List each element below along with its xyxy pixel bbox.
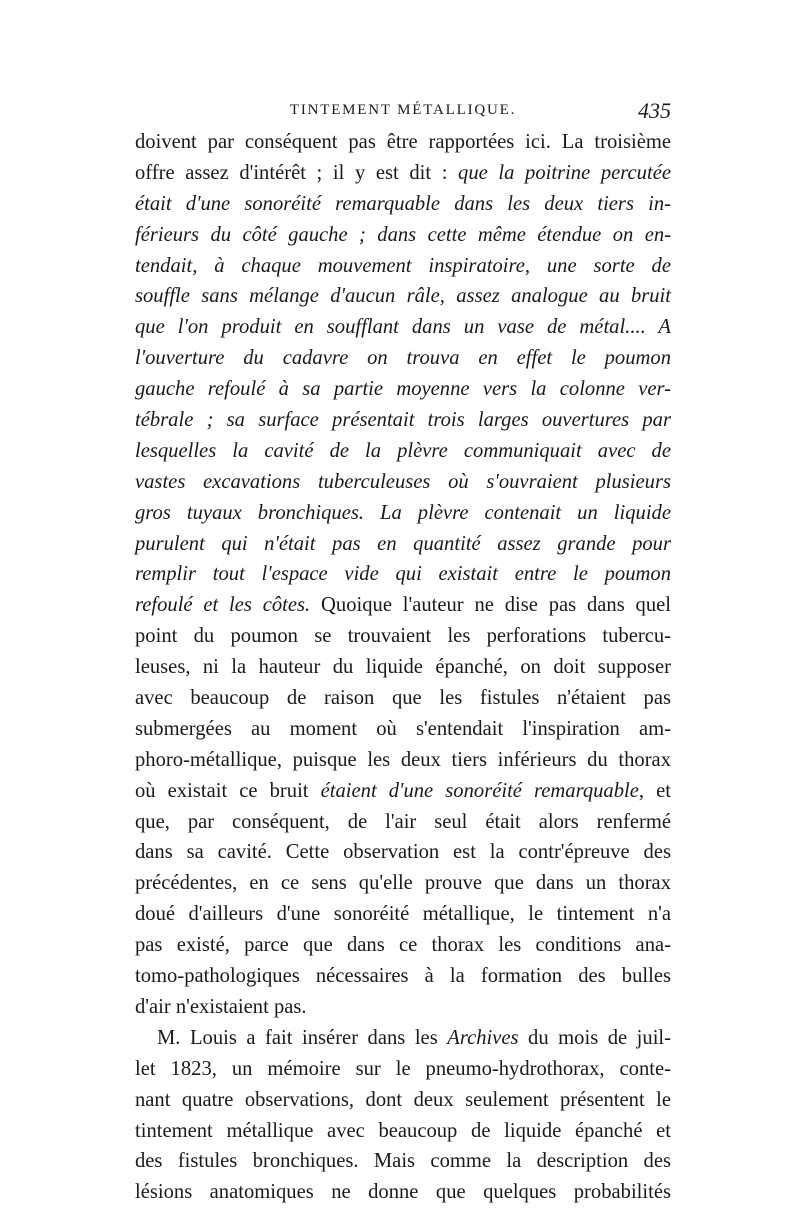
text-line: souffle sans mélange d'aucun râle, assez analogue au bruit — [135, 285, 671, 308]
text-line: let 1823, un mémoire sur le pneumo-hydrothorax, conte- — [135, 1057, 671, 1080]
text-line: vastes excavations tuberculeuses où s'ouvraient plusieurs — [135, 470, 671, 493]
text-line: doivent par conséquent pas être rapportées ici. La troisième — [135, 131, 671, 153]
text-line: dans sa cavité. Cette observation est la contr'épreuve des — [135, 841, 671, 864]
text-line: l'ouverture du cadavre on trouva en effet le poumon — [135, 347, 671, 370]
page-number: 435 — [638, 98, 671, 123]
body-text — [135, 127, 671, 1208]
text-line: purulent qui n'était pas en quantité assez grande pour — [135, 532, 671, 555]
text-line: leuses, ni la hauteur du liquide épanché, on doit supposer — [135, 656, 671, 679]
text-line: nant quatre observations, dont deux seulement présentent le — [135, 1088, 671, 1111]
text-line: refoulé et les côtes. Quoique l'auteur ne dise pas dans quel — [135, 594, 671, 617]
text-line: était d'une sonoréité remarquable dans les deux tiers in- — [135, 192, 671, 215]
text-line: avec beaucoup de raison que les fistules n'étaient pas — [135, 687, 671, 710]
text-line: M. Louis a fait insérer dans les Archives du mois de juil- — [157, 1026, 671, 1049]
text-line: gauche refoulé à sa partie moyenne vers la colonne ver- — [135, 378, 671, 401]
text-line: offre assez d'intérêt ; il y est dit : que la poitrine percutée — [135, 161, 671, 184]
text-line: pas existé, parce que dans ce thorax les conditions ana- — [135, 934, 671, 957]
text-line: d'air n'existaient pas. — [135, 995, 307, 1018]
text-line: des fistules bronchiques. Mais comme la description des — [135, 1150, 671, 1173]
text-line: gros tuyaux bronchiques. La plèvre contenait un liquide — [135, 501, 671, 524]
text-line: submergées au moment où s'entendait l'inspiration am- — [135, 717, 671, 740]
page-header — [135, 98, 671, 128]
text-line: où existait ce bruit étaient d'une sonoréité remarquable, et — [135, 779, 671, 802]
text-line: tébrale ; sa surface présentait trois larges ouvertures par — [135, 409, 671, 432]
running-title: TINTEMENT MÉTALLIQUE. — [289, 102, 517, 118]
text-line: lésions anatomiques ne donne que quelques probabilités — [135, 1181, 671, 1204]
text-line: que l'on produit en soufflant dans un vase de métal.... A — [135, 316, 671, 339]
text-line: tintement métallique avec beaucoup de liquide épanché et — [135, 1119, 671, 1142]
text-line: tomo-pathologiques nécessaires à la formation des bulles — [135, 965, 671, 988]
text-line: férieurs du côté gauche ; dans cette même étendue on en- — [135, 223, 671, 246]
text-line: doué d'ailleurs d'une sonoréité métallique, le tintement n'a — [135, 903, 671, 926]
text-line: que, par conséquent, de l'air seul était alors renfermé — [135, 810, 671, 833]
text-line: lesquelles la cavité de la plèvre communiquait avec de — [135, 439, 671, 462]
text-line: remplir tout l'espace vide qui existait entre le poumon — [135, 563, 671, 586]
text-line: point du poumon se trouvaient les perforations tubercu- — [135, 625, 671, 648]
text-line: précédentes, en ce sens qu'elle prouve que dans un thorax — [135, 872, 671, 895]
text-line: phoro-métallique, puisque les deux tiers inférieurs du thorax — [135, 748, 671, 771]
text-line: tendait, à chaque mouvement inspiratoire, une sorte de — [135, 254, 671, 277]
